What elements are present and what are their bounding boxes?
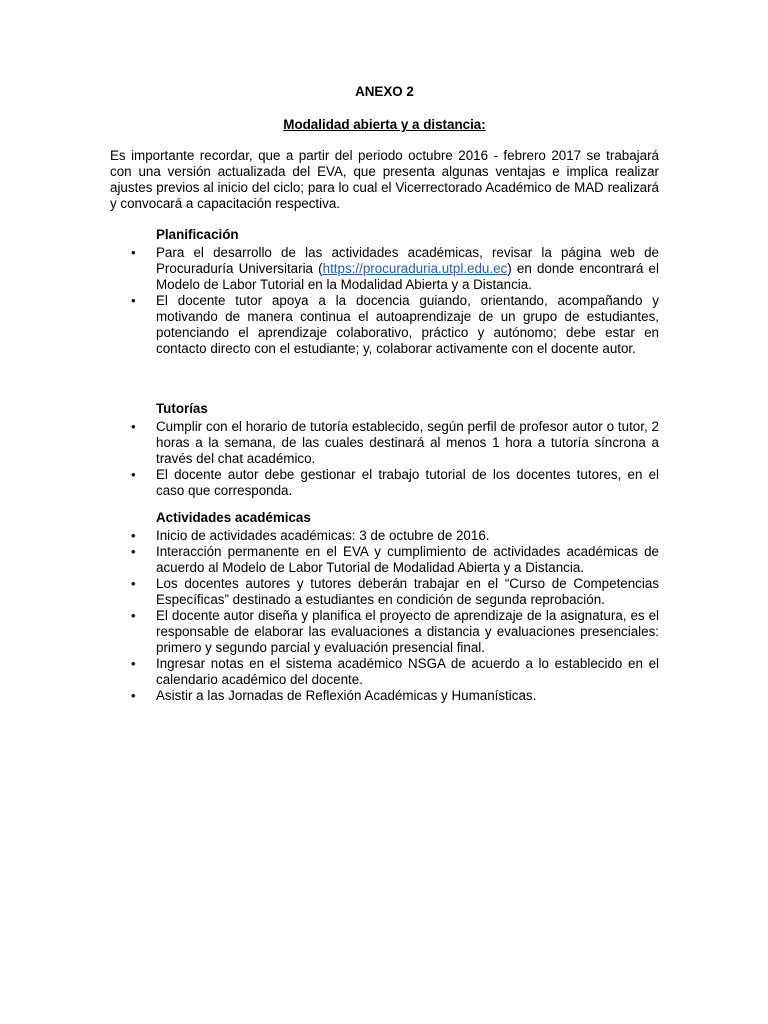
intro-paragraph: Es importante recordar, que a partir del periodo octubre 2016 - febrero 2017 se trabajará con una versión actualizada del EVA, que presenta algunas ventajas e implica realizar ajustes previos al inicio del ciclo; para lo cual el Vicerrectorado Académico de MAD realizará y convocará a capacitación respectiva.	[110, 148, 659, 211]
list-item-text: El docente autor debe gestionar el trabajo tutorial de los docentes tutores, en el caso que corresponda.	[156, 467, 659, 498]
list-item-text: Inicio de actividades académicas: 3 de octubre de 2016.	[156, 528, 490, 543]
list-item-text: Los docentes autores y tutores deberán trabajar en el “Curso de Competencias Específicas” destinado a estudiantes en condición de segunda reprobación.	[156, 576, 659, 607]
list-item-text: Interacción permanente en el EVA y cumplimiento de actividades académicas de acuerdo al Modelo de Labor Tutorial de Modalidad Abierta y a Distancia.	[156, 544, 659, 575]
bullet-icon: •	[131, 245, 136, 260]
list-item-text: Asistir a las Jornadas de Reflexión Académicas y Humanísticas.	[156, 688, 537, 703]
bullet-icon: •	[131, 544, 136, 559]
list-item	[110, 245, 659, 293]
list-item-text: El docente autor diseña y planifica el proyecto de aprendizaje de la asignatura, es el responsable de elaborar las evaluaciones a distancia y evaluaciones presenciales: primero y segundo parcial y evaluación presencial final.	[156, 608, 659, 655]
list-item	[110, 688, 659, 704]
list-item-text: El docente tutor apoya a la docencia guiando, orientando, acompañando y motivando de manera continua el autoaprendizaje de un grupo de estudiantes, potenciando el aprendizaje colaborativo, práctico y autónomo; debe estar en contacto directo con el estudiante; y, colaborar activamente con el docente autor.	[156, 293, 659, 356]
bullet-icon: •	[131, 688, 136, 703]
list-item-text: ) en donde encontrará el Modelo de Labor Tutorial en la Modalidad Abierta y a Distancia.	[156, 261, 659, 292]
bullet-icon: •	[131, 656, 136, 671]
bullet-icon: •	[131, 419, 136, 434]
section-heading-planificacion: Planificación	[156, 227, 239, 242]
annex-title: ANEXO 2	[355, 84, 414, 99]
list-item-text: Cumplir con el horario de tutoría establecido, según perfil de profesor autor o tutor, 2 horas a la semana, de las cuales destinará al menos 1 hora a tutoría síncrona a través del chat académico.	[156, 419, 659, 466]
planificacion-list	[110, 245, 659, 357]
list-item	[110, 608, 659, 656]
list-item	[110, 544, 659, 576]
document-subtitle: Modalidad abierta y a distancia:	[283, 117, 486, 132]
procuraduria-link[interactable]: https://procuraduria.utpl.edu.ec	[322, 261, 508, 276]
bullet-icon: •	[131, 467, 136, 482]
list-item	[110, 467, 659, 499]
list-item	[110, 528, 659, 544]
list-item	[110, 419, 659, 467]
actividades-list	[110, 528, 659, 704]
tutorias-list	[110, 419, 659, 499]
bullet-icon: •	[131, 528, 136, 543]
list-item-text: Ingresar notas en el sistema académico NSGA de acuerdo a lo establecido en el calendario académico del docente.	[156, 656, 659, 687]
bullet-icon: •	[131, 576, 136, 591]
section-heading-actividades: Actividades académicas	[156, 510, 311, 525]
document-page	[110, 84, 659, 704]
list-item	[110, 293, 659, 357]
list-item-text: Para el desarrollo de las actividades académicas, revisar la página web de Procuraduría Universitaria (	[156, 245, 659, 276]
list-item	[110, 656, 659, 688]
bullet-icon: •	[131, 608, 136, 623]
bullet-icon: •	[131, 293, 136, 308]
list-item	[110, 576, 659, 608]
section-heading-tutorias: Tutorías	[156, 401, 208, 416]
